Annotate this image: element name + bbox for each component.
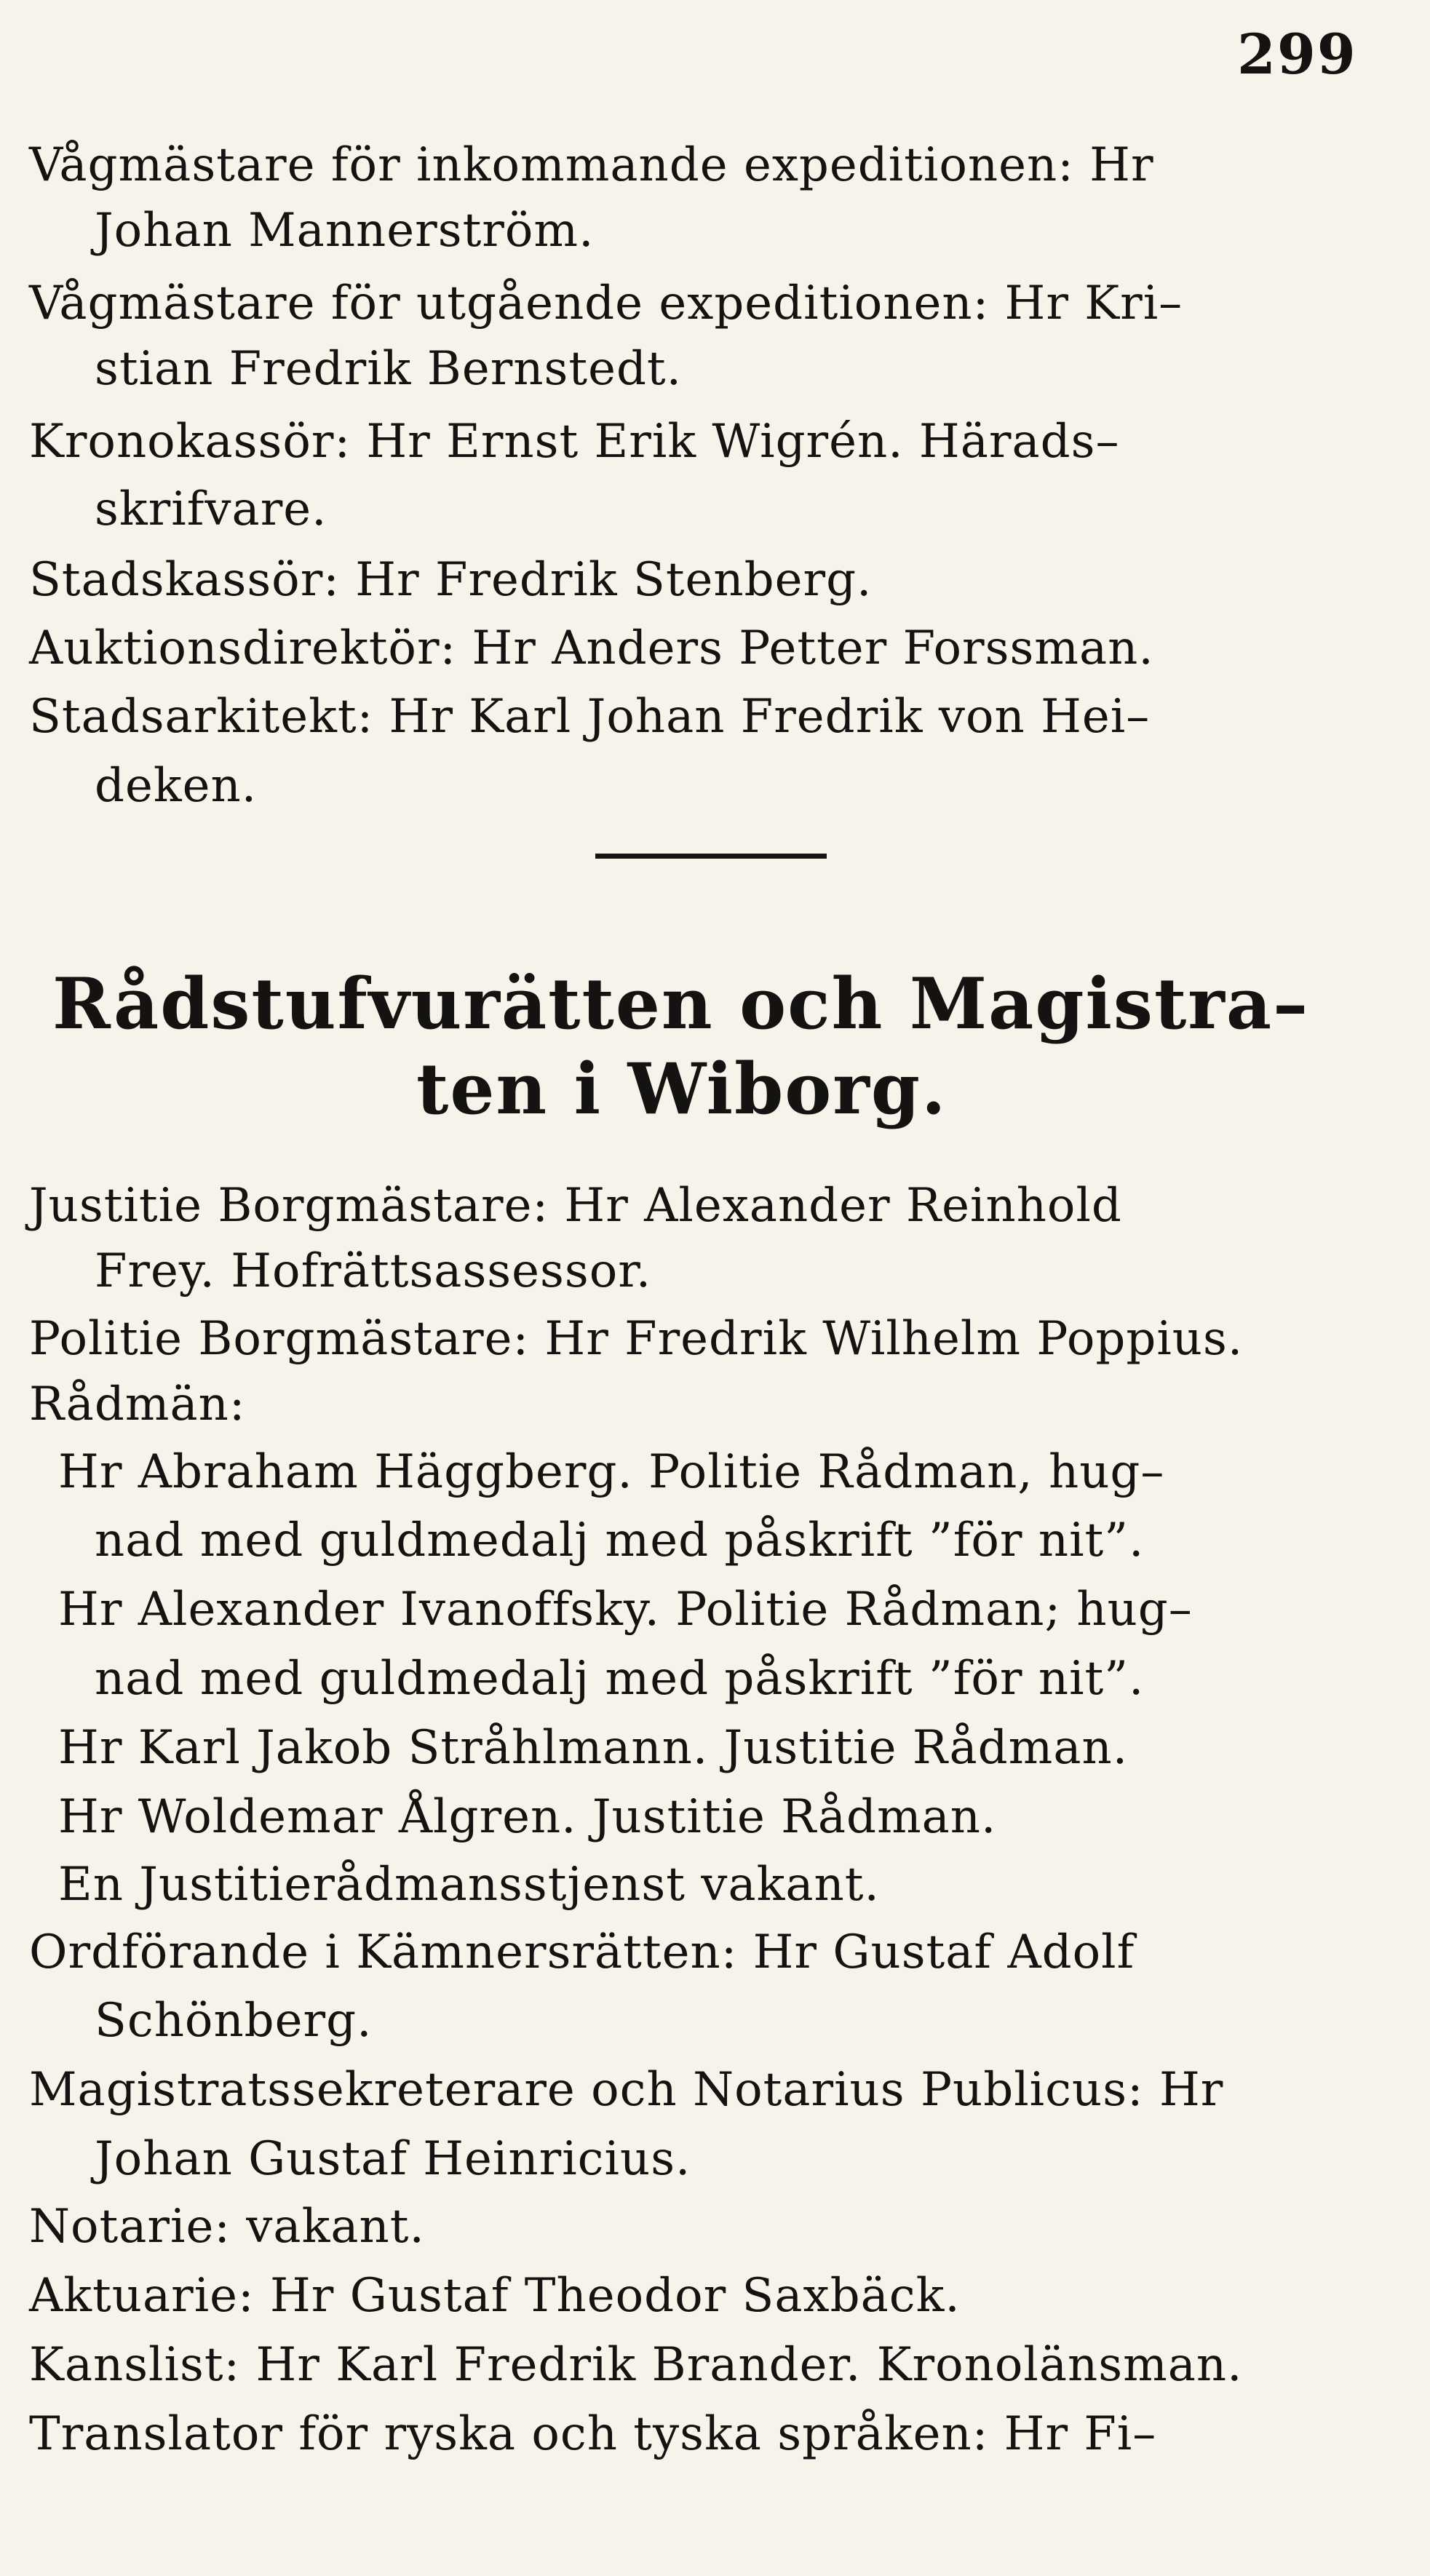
text-line: Rådmän:	[29, 1378, 246, 1431]
text-line: skrifvare.	[95, 482, 327, 536]
text-line: Hr Abraham Häggberg. Politie Rådman, hug–	[58, 1445, 1165, 1499]
section-heading: Rådstufvurätten och Magistra–	[52, 963, 1310, 1045]
text-line: Vågmästare för utgående expeditionen: Hr Kri–	[29, 277, 1183, 330]
page-number: 299	[1237, 22, 1357, 87]
text-line: Kanslist: Hr Karl Fredrik Brander. Kronolänsman.	[29, 2338, 1243, 2392]
text-line: Frey. Hofrättsassessor.	[95, 1244, 652, 1298]
text-line: Stadskassör: Hr Fredrik Stenberg.	[29, 553, 873, 607]
text-line: nad med guldmedalj med påskrift ”för nit”.	[95, 1652, 1145, 1706]
text-line: Hr Karl Jakob Stråhlmann. Justitie Rådman.	[58, 1721, 1129, 1775]
text-line: Vågmästare för inkommande expeditionen: Hr	[29, 138, 1154, 192]
section-divider	[595, 854, 827, 859]
text-line: En Justitierådmansstjenst vakant.	[58, 1858, 880, 1912]
section-heading-continued: ten i Wiborg.	[416, 1048, 948, 1130]
text-line: Auktionsdirektör: Hr Anders Petter Forssman.	[29, 621, 1154, 675]
text-line: Hr Woldemar Ålgren. Justitie Rådman.	[58, 1790, 997, 1844]
text-line: Aktuarie: Hr Gustaf Theodor Saxbäck.	[29, 2269, 961, 2323]
text-line: Hr Alexander Ivanoffsky. Politie Rådman; hug–	[58, 1583, 1193, 1637]
text-line: deken.	[95, 759, 258, 813]
text-line: Kronokassör: Hr Ernst Erik Wigrén. Härads–	[29, 415, 1120, 469]
text-line: stian Fredrik Bernstedt.	[95, 342, 682, 396]
text-line: Johan Gustaf Heinricius.	[95, 2132, 691, 2186]
text-line: Justitie Borgmästare: Hr Alexander Reinhold	[29, 1179, 1122, 1233]
text-line: Notarie: vakant.	[29, 2200, 425, 2254]
text-line: Stadsarkitekt: Hr Karl Johan Fredrik von Hei–	[29, 690, 1151, 744]
text-line: Johan Mannerström.	[95, 204, 595, 258]
text-line: nad med guldmedalj med påskrift ”för nit”.	[95, 1514, 1145, 1567]
text-line: Schönberg.	[95, 1994, 373, 2048]
text-line: Magistratssekreterare och Notarius Publicus: Hr	[29, 2063, 1224, 2117]
text-line: Translator för ryska och tyska språken: Hr Fi–	[29, 2407, 1157, 2461]
text-line: Ordförande i Kämnersrätten: Hr Gustaf Adolf	[29, 1925, 1135, 1979]
text-line: Politie Borgmästare: Hr Fredrik Wilhelm Poppius.	[29, 1312, 1244, 1366]
